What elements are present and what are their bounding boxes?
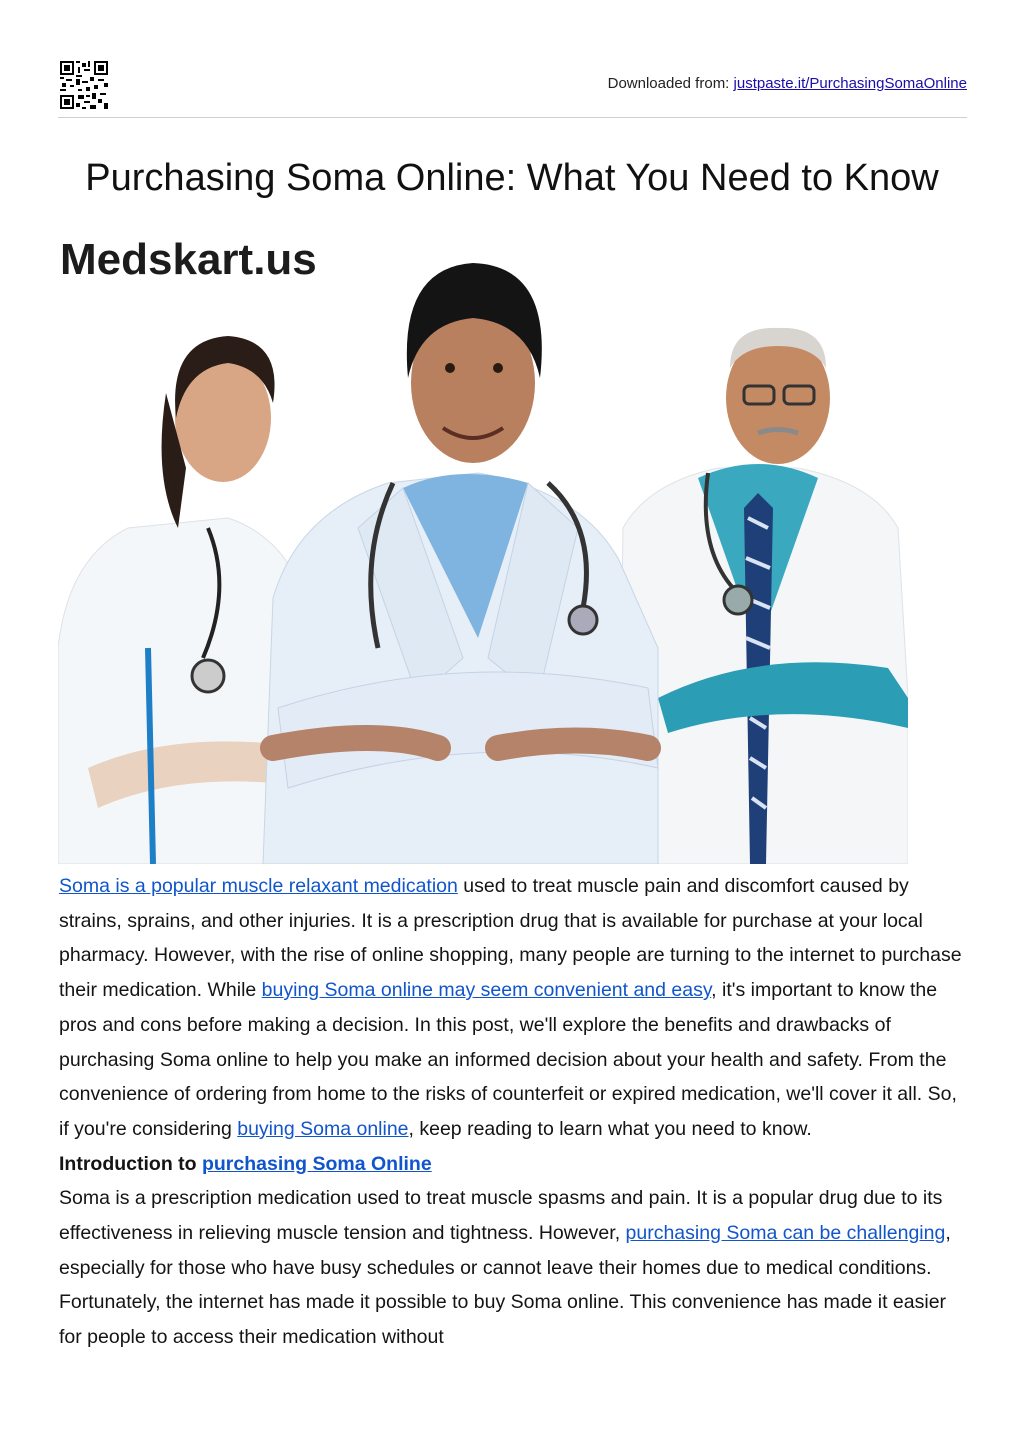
doctor-center-figure	[263, 263, 658, 864]
source-link[interactable]: justpaste.it/PurchasingSomaOnline	[733, 75, 967, 92]
doctors-illustration	[58, 228, 908, 864]
text: , especially for those who have busy schedules or cannot leave their homes due to medical conditions. Fortunately, the internet has made it possible to buy Soma online. This convenience has made it easier for people to access their medication without	[59, 1222, 951, 1349]
heading-prefix: Introduction to	[59, 1152, 202, 1175]
page-header	[58, 58, 967, 118]
link-buying-soma-online[interactable]: buying Soma online	[237, 1117, 409, 1140]
link-buying-soma-convenient[interactable]: buying Soma online may seem convenient and easy	[261, 979, 712, 1002]
brand-logo: Medskart.us	[60, 235, 317, 284]
link-purchasing-soma-online[interactable]: purchasing Soma Online	[201, 1152, 432, 1175]
link-purchasing-soma-challenging[interactable]: purchasing Soma can be challenging	[625, 1222, 946, 1245]
text: used to treat muscle pain and discomfort caused by strains, sprains, and other injuries. It is a prescription drug that is available for purchase at your local pharmacy. However, with the rise of online shopping, many people are turning to the internet to purchase their medication. While	[59, 875, 962, 1002]
paragraph-intro	[59, 869, 969, 1147]
qr-code-icon	[60, 61, 108, 109]
text: , keep reading to learn what you need to know.	[408, 1117, 812, 1140]
link-soma-popular[interactable]: Soma is a popular muscle relaxant medication	[59, 875, 458, 897]
text: , it's important to know the pros and cons before making a decision. In this post, we'll explore the benefits and drawbacks of purchasing Soma online to help you make an informed decision about your health and safety. From the convenience of ordering from home to the risks of counterfeit or expired medication, we'll cover it all. So, if you're considering	[59, 979, 957, 1140]
article-body	[59, 869, 969, 1355]
text: Soma is a prescription medication used to treat muscle spasms and pain. It is a popular drug due to its effectiveness in relieving muscle tension and tightness. However,	[59, 1187, 943, 1245]
header-divider	[58, 117, 967, 118]
paragraph-intro-section	[59, 1181, 969, 1355]
downloaded-label: Downloaded from:	[607, 75, 734, 92]
downloaded-from	[608, 75, 967, 92]
hero-image	[58, 228, 908, 864]
section-heading	[59, 1147, 969, 1182]
doctor-right-figure	[618, 328, 908, 864]
page-title: Purchasing Soma Online: What You Need to Know	[85, 157, 939, 199]
